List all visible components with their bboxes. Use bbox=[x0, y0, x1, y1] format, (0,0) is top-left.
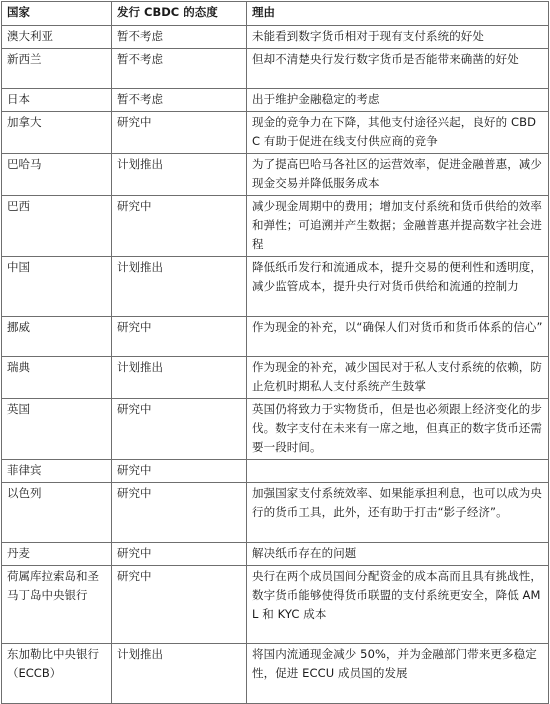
header-reason: 理由 bbox=[247, 2, 549, 26]
attitude-cell: 研究中 bbox=[112, 460, 247, 483]
country-cell: 英国 bbox=[2, 399, 112, 460]
attitude-cell: 计划推出 bbox=[112, 154, 247, 196]
table-row bbox=[2, 196, 549, 257]
table-row bbox=[2, 399, 549, 460]
attitude-cell: 暂不考虑 bbox=[112, 26, 247, 49]
country-cell: 瑞典 bbox=[2, 357, 112, 399]
country-cell: 丹麦 bbox=[2, 543, 112, 566]
country-cell: 中国 bbox=[2, 257, 112, 317]
header-attitude: 发行 CBDC 的态度 bbox=[112, 2, 247, 26]
table-row bbox=[2, 317, 549, 357]
table-row bbox=[2, 89, 549, 112]
reason-cell: 降低纸币发行和流通成本，提升交易的便利性和透明度，减少监管成本，提升央行对货币供给和流通的控制力 bbox=[247, 257, 549, 317]
country-cell: 东加勒比中央银行（ECCB） bbox=[2, 644, 112, 704]
country-cell: 澳大利亚 bbox=[2, 26, 112, 49]
reason-cell: 出于维护金融稳定的考虑 bbox=[247, 89, 549, 112]
table-row bbox=[2, 460, 549, 483]
attitude-cell: 研究中 bbox=[112, 543, 247, 566]
country-cell: 以色列 bbox=[2, 483, 112, 543]
reason-cell: 央行在两个成员国间分配资金的成本高而且具有挑战性，数字货币能够使得货币联盟的支付系统更安全，降低 AML 和 KYC 成本 bbox=[247, 566, 549, 644]
reason-cell: 作为现金的补充，减少国民对于私人支付系统的依赖，防止危机时期私人支付系统产生鼓掌 bbox=[247, 357, 549, 399]
attitude-cell: 计划推出 bbox=[112, 644, 247, 704]
reason-cell: 加强国家支付系统效率、如果能承担利息，也可以成为央行的货币工具，此外，还有助于打击“影子经济”。 bbox=[247, 483, 549, 543]
table-row bbox=[2, 26, 549, 49]
attitude-cell: 计划推出 bbox=[112, 357, 247, 399]
reason-cell: 解决纸币存在的问题 bbox=[247, 543, 549, 566]
reason-cell: 减少现金周期中的费用；增加支付系统和货币供给的效率和弹性；可追溯并产生数据；金融普惠并提高数字社会进程 bbox=[247, 196, 549, 257]
country-cell: 挪威 bbox=[2, 317, 112, 357]
reason-cell: 但却不清楚央行发行数字货币是否能带来确凿的好处 bbox=[247, 49, 549, 89]
table-row bbox=[2, 357, 549, 399]
reason-cell: 现金的竞争力在下降，其他支付途径兴起，良好的 CBDC 有助于促进在线支付供应商的竞争 bbox=[247, 112, 549, 154]
attitude-cell: 暂不考虑 bbox=[112, 89, 247, 112]
attitude-cell: 研究中 bbox=[112, 399, 247, 460]
cbdc-attitude-table bbox=[1, 1, 549, 704]
attitude-cell: 研究中 bbox=[112, 317, 247, 357]
reason-cell bbox=[247, 460, 549, 483]
table-header-row bbox=[2, 2, 549, 26]
reason-cell: 英国仍将致力于实物货币，但是也必须跟上经济变化的步伐。数字支付在未来有一席之地，但真正的数字货币还需要一段时间。 bbox=[247, 399, 549, 460]
table-row bbox=[2, 483, 549, 543]
reason-cell: 作为现金的补充，以“确保人们对货币和货币体系的信心” bbox=[247, 317, 549, 357]
country-cell: 巴西 bbox=[2, 196, 112, 257]
reason-cell: 为了提高巴哈马各社区的运营效率，促进金融普惠，减少现金交易并降低服务成本 bbox=[247, 154, 549, 196]
country-cell: 荷属库拉索岛和圣马丁岛中央银行 bbox=[2, 566, 112, 644]
table-row bbox=[2, 644, 549, 704]
table-row bbox=[2, 257, 549, 317]
attitude-cell: 研究中 bbox=[112, 566, 247, 644]
attitude-cell: 计划推出 bbox=[112, 257, 247, 317]
header-country: 国家 bbox=[2, 2, 112, 26]
country-cell: 菲律宾 bbox=[2, 460, 112, 483]
cbdc-attitude-table-container bbox=[1, 1, 549, 704]
attitude-cell: 研究中 bbox=[112, 483, 247, 543]
country-cell: 加拿大 bbox=[2, 112, 112, 154]
table-row bbox=[2, 543, 549, 566]
table-row bbox=[2, 49, 549, 89]
reason-cell: 未能看到数字货币相对于现有支付系统的好处 bbox=[247, 26, 549, 49]
table-row bbox=[2, 112, 549, 154]
country-cell: 日本 bbox=[2, 89, 112, 112]
table-row bbox=[2, 566, 549, 644]
attitude-cell: 研究中 bbox=[112, 112, 247, 154]
country-cell: 巴哈马 bbox=[2, 154, 112, 196]
attitude-cell: 研究中 bbox=[112, 196, 247, 257]
reason-cell: 将国内流通现金减少 50%，并为金融部门带来更多稳定性，促进 ECCU 成员国的发展 bbox=[247, 644, 549, 704]
attitude-cell: 暂不考虑 bbox=[112, 49, 247, 89]
country-cell: 新西兰 bbox=[2, 49, 112, 89]
table-row bbox=[2, 154, 549, 196]
